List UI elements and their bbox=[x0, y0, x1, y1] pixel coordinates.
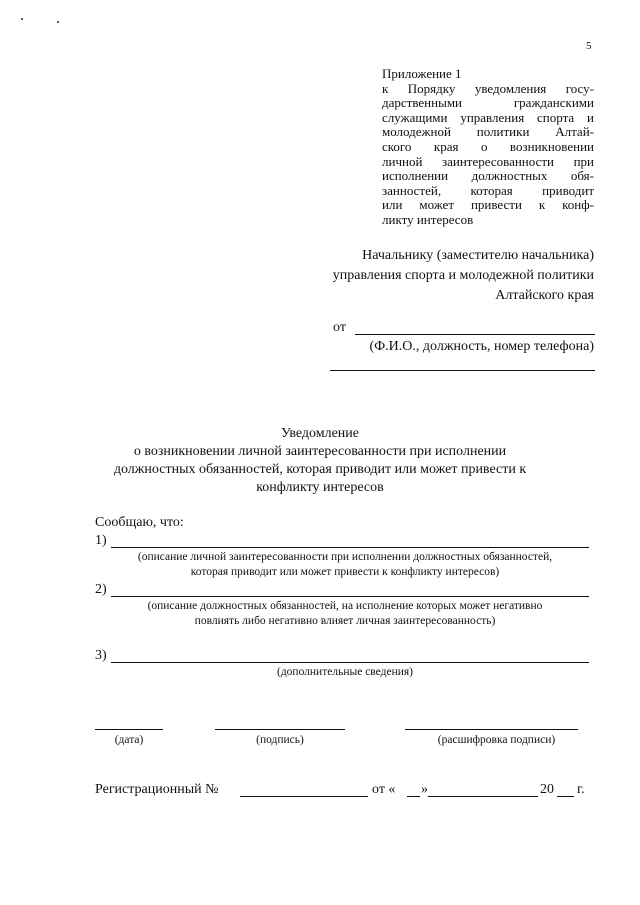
date-line[interactable] bbox=[95, 729, 163, 730]
appendix-line: личной заинтересованности при bbox=[382, 153, 594, 169]
registration-year-prefix: 20 bbox=[540, 782, 554, 797]
registration-month-line[interactable] bbox=[428, 796, 538, 797]
appendix-line: Приложение 1 bbox=[382, 66, 462, 81]
appendix-line: молодежной политики Алтай- bbox=[382, 124, 594, 140]
appendix-line: дарственными гражданскими bbox=[382, 95, 594, 111]
registration-day-line[interactable] bbox=[407, 796, 420, 797]
from-label: от bbox=[333, 320, 346, 335]
item-2-hint: повлиять либо негативно влияет личная заинтересованность) bbox=[194, 615, 496, 627]
notice-title-line: конфликту интересов bbox=[256, 480, 384, 495]
from-input-line[interactable] bbox=[355, 334, 595, 335]
appendix-line: ского края о возникновении bbox=[382, 138, 594, 154]
addressee-line: управления спорта и молодежной политики bbox=[332, 268, 594, 283]
appendix-line: занностей, которая приводит bbox=[382, 182, 594, 198]
addressee-line: Начальнику (заместителю начальника) bbox=[362, 248, 594, 263]
item-number: 3) bbox=[95, 648, 107, 663]
item-number: 1) bbox=[95, 533, 107, 548]
notice-title-line: о возникновении личной заинтересованности при исполнении bbox=[133, 444, 507, 459]
date-label: (дата) bbox=[114, 734, 144, 746]
item-1-hint: которая приводит или может привести к конфликту интересов) bbox=[190, 566, 500, 578]
appendix-line: или может привести к конф- bbox=[382, 197, 594, 213]
from-hint: (Ф.И.О., должность, номер телефона) bbox=[369, 339, 594, 354]
from-extra-line[interactable] bbox=[330, 370, 595, 371]
page-number: 5 bbox=[586, 40, 592, 52]
signature-label: (подпись) bbox=[256, 734, 304, 746]
item-1-input-line[interactable] bbox=[111, 547, 589, 548]
registration-label: Регистрационный № bbox=[95, 782, 219, 797]
appendix-line: служащими управления спорта и bbox=[382, 109, 594, 125]
item-number: 2) bbox=[95, 582, 107, 597]
notice-title-line: должностных обязанностей, которая приводит или может привести к bbox=[113, 462, 527, 477]
item-3-input-line[interactable] bbox=[111, 662, 589, 663]
item-2-input-line[interactable] bbox=[111, 596, 589, 597]
intro-text: Сообщаю, что: bbox=[95, 515, 184, 530]
item-2-hint: (описание должностных обязанностей, на исполнение которых может негативно bbox=[147, 600, 543, 612]
appendix-line: к Порядку уведомления госу- bbox=[382, 80, 594, 96]
signature-decoding-line[interactable] bbox=[405, 729, 578, 730]
item-1-hint: (описание личной заинтересованности при исполнении должностных обязанностей, bbox=[137, 551, 553, 563]
appendix-block bbox=[382, 67, 594, 228]
appendix-line: ликту интересов bbox=[382, 211, 474, 227]
addressee-line: Алтайского края bbox=[495, 288, 594, 303]
registration-year-suffix: г. bbox=[577, 782, 585, 797]
signature-line[interactable] bbox=[215, 729, 345, 730]
signature-decoding-label: (расшифровка подписи) bbox=[437, 734, 556, 746]
appendix-line: исполнении должностных обя- bbox=[382, 168, 594, 184]
notice-heading: Уведомление bbox=[280, 426, 359, 441]
scan-speck bbox=[57, 21, 59, 23]
registration-quote-close: » bbox=[421, 782, 428, 797]
registration-year-line[interactable] bbox=[557, 796, 574, 797]
registration-from-label: от « bbox=[372, 782, 396, 797]
item-3-hint: (дополнительные сведения) bbox=[276, 666, 413, 678]
registration-number-line[interactable] bbox=[240, 796, 368, 797]
scan-speck bbox=[21, 18, 23, 20]
